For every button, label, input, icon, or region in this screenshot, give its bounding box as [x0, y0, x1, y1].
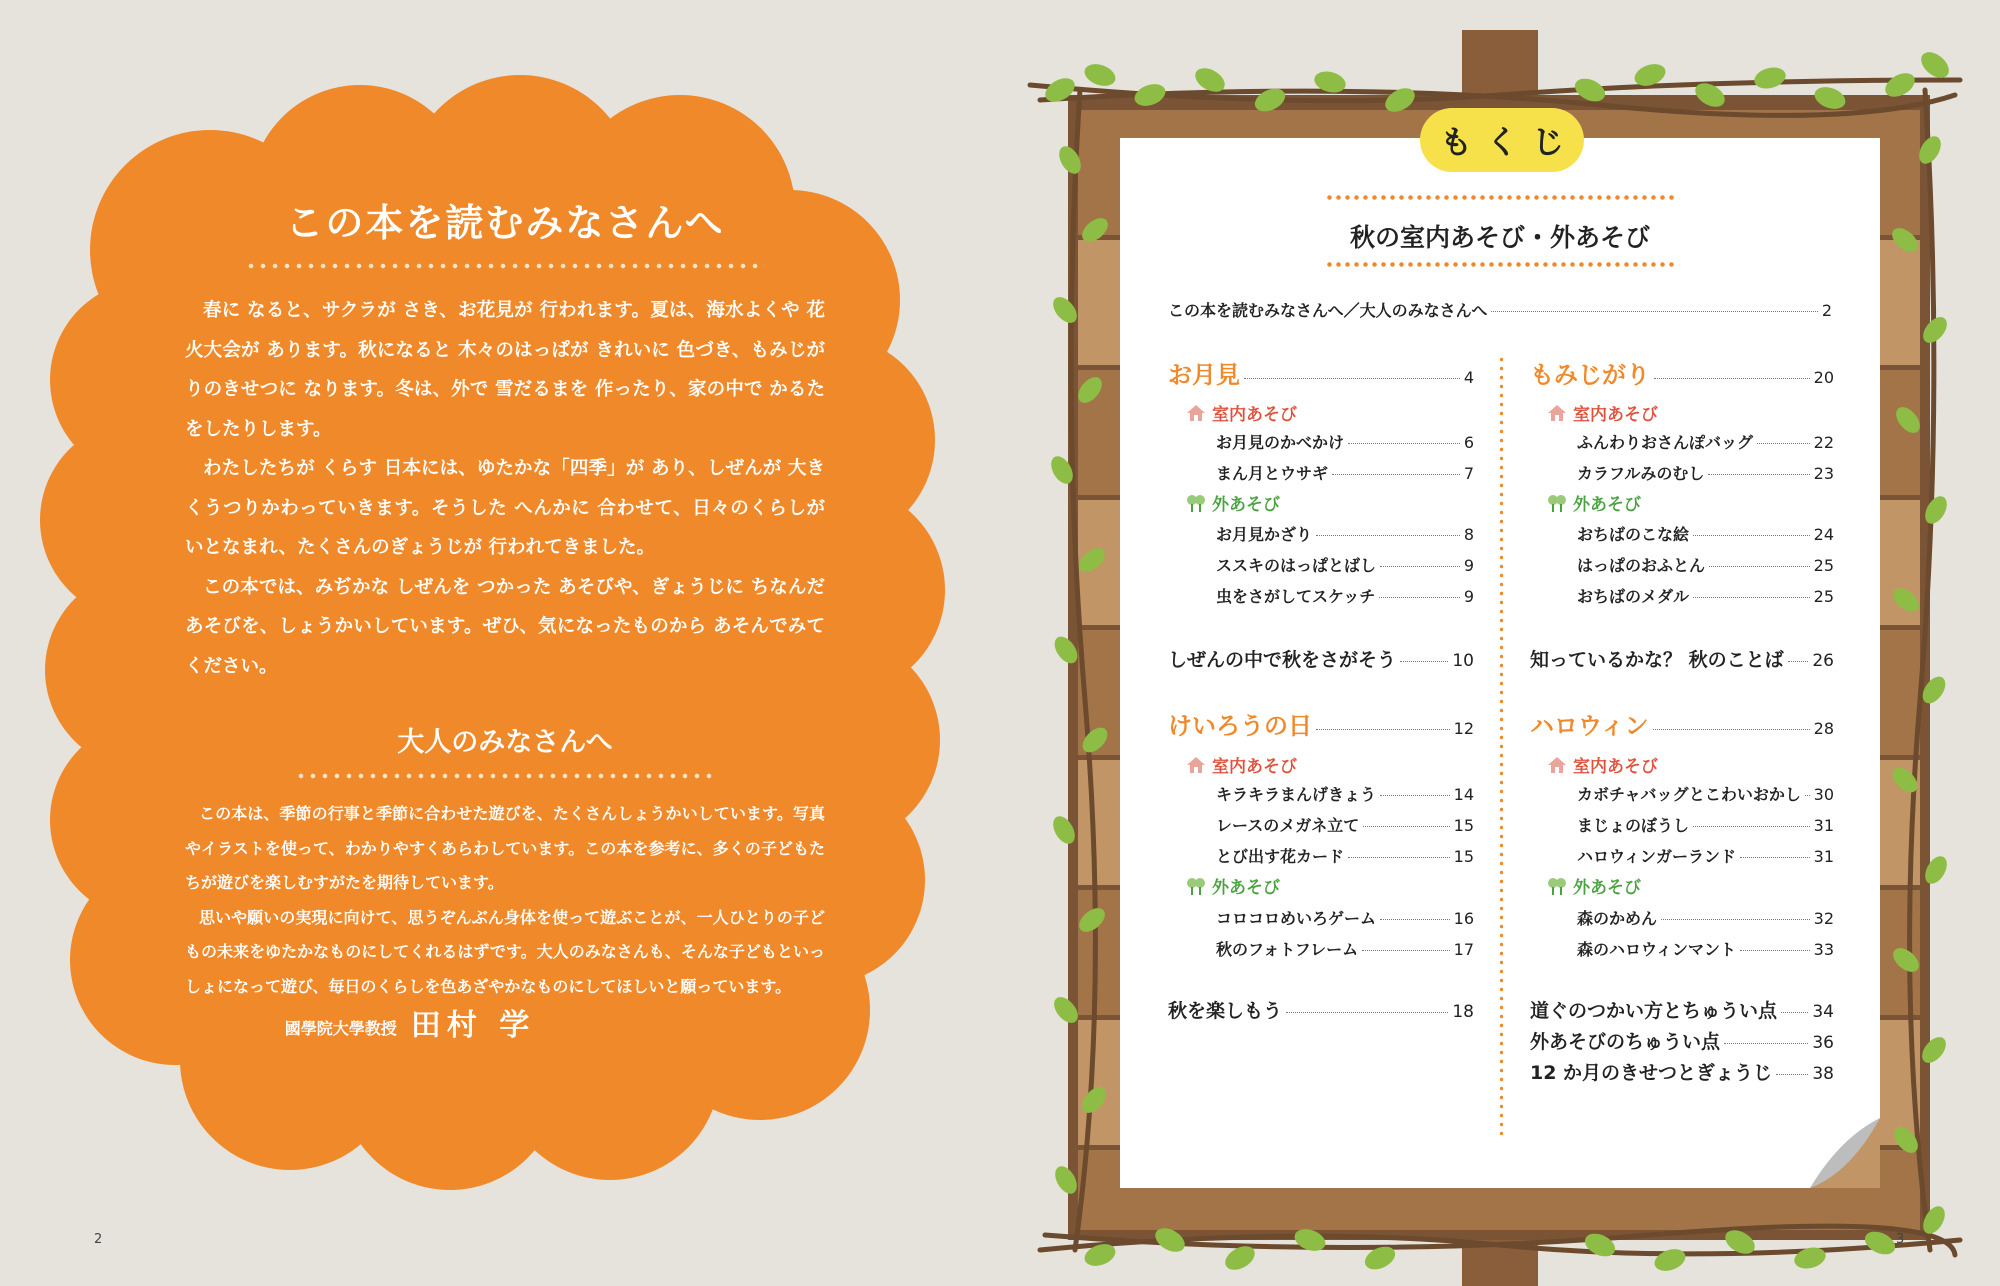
toc-section-label: 知っているかな？ 秋のことば: [1530, 649, 1784, 671]
toc-entry-page: 8: [1463, 525, 1474, 544]
toc-entry-page: 25: [1813, 556, 1834, 575]
dot-leader: [1724, 1043, 1808, 1044]
toc-section-halloween[interactable]: [1530, 706, 1834, 741]
dot-leader: [1788, 661, 1809, 662]
toc-section-shizen[interactable]: [1168, 645, 1474, 672]
toc-entry-page: 33: [1813, 940, 1834, 959]
toc-section-label: ハロウィン: [1530, 712, 1649, 740]
toc-entry-label: 虫をさがしてスケッチ: [1216, 587, 1376, 606]
intro-title: この本を読むみなさんへ: [285, 201, 725, 245]
toc-section-label: 外あそびのちゅうい点: [1530, 1031, 1721, 1053]
dot-leader: [1693, 826, 1810, 827]
adult-title: 大人のみなさんへ: [397, 727, 613, 758]
dot-leader: [1348, 857, 1450, 858]
dot-leader: [1653, 729, 1810, 730]
toc-entry[interactable]: [1216, 937, 1474, 960]
toc-entry[interactable]: [1216, 522, 1474, 545]
dot-leader: [1316, 535, 1460, 536]
toc-entry[interactable]: [1577, 461, 1834, 484]
toc-entry-page: 23: [1813, 464, 1834, 483]
toc-entry[interactable]: [1577, 553, 1834, 576]
house-icon: [1186, 756, 1206, 774]
dot-leader: [1693, 535, 1810, 536]
indoor-label: 室内あそび: [1212, 757, 1297, 777]
toc-entry-page: 31: [1813, 847, 1834, 866]
dot-leader: [1740, 857, 1810, 858]
toc-entry-page: 34: [1812, 1002, 1834, 1022]
toc-entry-page: 4: [1463, 368, 1474, 387]
dot-leader: [1362, 950, 1450, 951]
dot-leader: [1380, 795, 1450, 796]
toc-entry-label: お月見かざり: [1216, 525, 1313, 544]
dot-leader: [1400, 661, 1448, 662]
toc-entry-page: 9: [1463, 587, 1474, 606]
toc-entry-page: 25: [1813, 587, 1834, 606]
outdoor-label: 外あそび: [1212, 495, 1280, 515]
tree-icon: [1186, 877, 1206, 895]
toc-entry-label: 森のハロウィンマント: [1577, 940, 1737, 959]
toc-entry[interactable]: [1577, 813, 1834, 836]
toc-entry-label: カラフルみのむし: [1577, 464, 1705, 483]
toc-entry-page: 10: [1452, 651, 1474, 671]
toc-entry[interactable]: [1577, 430, 1834, 453]
dot-leader: [1379, 597, 1460, 598]
toc-entry[interactable]: [1577, 584, 1834, 607]
toc-entry-label: ススキのはっぱとばし: [1216, 556, 1377, 575]
dot-leader: [1757, 443, 1810, 444]
tree-icon: [1547, 494, 1567, 512]
dot-leader: [1332, 474, 1460, 475]
toc-entry-label: コロコロめいろゲーム: [1216, 909, 1377, 928]
dot-leader: [1380, 919, 1450, 920]
adult-paragraph: この本は、季節の行事と季節に合わせた遊びを、たくさんしょうかいしています。写真やイラストを使って、わかりやすくあらわしています。この本を参考に、多くの子どもたちが遊びを楽しむすがたを期待しています。: [185, 804, 825, 892]
dot-leader: [1776, 1074, 1808, 1075]
outdoor-category: [1186, 490, 1280, 515]
toc-entry-page: 16: [1453, 909, 1474, 928]
toc-entry-page: 22: [1813, 433, 1834, 452]
toc-entry-page: 28: [1813, 719, 1834, 738]
toc-entry[interactable]: [1577, 937, 1834, 960]
author-affiliation: 國學院大學教授: [284, 1019, 397, 1038]
page-number-left: 2: [94, 1232, 103, 1247]
page-curl-corner: [1810, 1118, 1880, 1188]
toc-section-tsukimi[interactable]: [1168, 355, 1474, 390]
intro-paragraph: わたしたちが くらす 日本には、ゆたかな「四季」が あり、しぜんが 大きくうつりかわっていきます。そうした へんかに 合わせて、日々のくらしが いとなまれ、たくさんのぎょうじが 行われてきました。: [185, 458, 825, 558]
toc-entry-page: 17: [1453, 940, 1474, 959]
subtitle-dotted-rule-top: [1325, 195, 1677, 200]
house-icon: [1547, 756, 1567, 774]
toc-badge: もくじ: [1420, 108, 1584, 172]
toc-entry-label: まん月とウサギ: [1216, 464, 1329, 483]
column-divider: [1500, 355, 1503, 1135]
dot-leader: [1654, 378, 1810, 379]
house-icon: [1186, 404, 1206, 422]
toc-section-outdoor-caution[interactable]: [1530, 1027, 1834, 1054]
toc-entry-label: カボチャバッグとこわいおかし: [1577, 785, 1801, 804]
toc-entry[interactable]: [1577, 906, 1834, 929]
toc-entry-label: まじょのぼうし: [1577, 816, 1690, 835]
toc-section-tools[interactable]: [1530, 996, 1834, 1023]
toc-entry-page: 14: [1453, 785, 1474, 804]
toc-entry-label: キラキラまんげきょう: [1216, 785, 1377, 804]
toc-entry[interactable]: [1216, 782, 1474, 805]
dot-leader: [1709, 566, 1810, 567]
house-icon: [1547, 404, 1567, 422]
toc-entry-page: 18: [1452, 1002, 1474, 1022]
toc-subtitle: 秋の室内あそび・外あそび: [1349, 223, 1650, 252]
dot-leader: [1740, 950, 1810, 951]
toc-entry-page: 32: [1813, 909, 1834, 928]
toc-entry-page: 36: [1812, 1033, 1834, 1053]
toc-entry-label: とび出す花カード: [1216, 847, 1345, 866]
adult-paragraph: 思いや願いの実現に向けて、思うぞんぶん身体を使って遊ぶことが、一人ひとりの子どもの未来をゆたかなものにしてくれるはずです。大人のみなさんも、そんな子どもといっしょになって遊び、毎日のくらしを色あざやかなものにしてほしいと願っています。: [185, 907, 825, 996]
toc-entry-label: この本を読むみなさんへ／大人のみなさんへ: [1168, 301, 1488, 320]
toc-entry-page: 9: [1463, 556, 1474, 575]
toc-entry[interactable]: [1216, 844, 1474, 867]
tree-icon: [1186, 494, 1206, 512]
indoor-category: [1547, 752, 1658, 777]
outdoor-category: [1547, 873, 1641, 898]
dot-leader: [1693, 597, 1810, 598]
toc-entry-page: 26: [1812, 651, 1834, 671]
toc-entry-label: おちばのメダル: [1577, 587, 1690, 606]
subtitle-dotted-rule-bottom: [1325, 262, 1677, 267]
toc-section-keirou[interactable]: [1168, 706, 1474, 741]
toc-section-label: もみじがり: [1530, 361, 1650, 389]
toc-entry-page: 2: [1821, 301, 1832, 320]
outdoor-category: [1547, 490, 1641, 515]
toc-entry-page: 15: [1453, 847, 1474, 866]
dot-leader: [1805, 795, 1810, 796]
toc-section-label: けいろうの日: [1168, 712, 1312, 740]
indoor-label: 室内あそび: [1573, 405, 1658, 425]
toc-section-label: 道ぐのつかい方とちゅうい点: [1530, 1000, 1778, 1022]
intro-paragraph: 春に なると、サクラが さき、お花見が 行われます。夏は、海水よくや 花火大会が あります。秋になると 木々のはっぱが きれいに 色づき、もみじがりのきせつに なります。冬は、外で 雪だるまを 作ったり、家の中で かるたをしたりします。: [185, 300, 825, 440]
toc-entry-label: おちばのこな絵: [1577, 525, 1690, 544]
toc-entry-label: ふんわりおさんぽバッグ: [1577, 433, 1754, 452]
toc-entry[interactable]: [1577, 782, 1834, 805]
toc-entry-page: 12: [1453, 719, 1474, 738]
toc-entry[interactable]: [1577, 522, 1834, 545]
dot-leader: [1661, 919, 1810, 920]
indoor-label: 室内あそび: [1212, 405, 1297, 425]
dot-leader: [1348, 443, 1460, 444]
dot-leader: [1491, 311, 1817, 312]
toc-section-label: 12 か月のきせつとぎょうじ: [1530, 1062, 1773, 1084]
indoor-label: 室内あそび: [1573, 757, 1658, 777]
toc-entry[interactable]: [1216, 813, 1474, 836]
toc-entry-page: 15: [1453, 816, 1474, 835]
toc-entry-label: お月見のかべかけ: [1216, 433, 1345, 452]
dot-leader: [1380, 566, 1460, 567]
toc-entry-label: レースのメガネ立て: [1216, 816, 1360, 835]
toc-entry[interactable]: [1577, 844, 1834, 867]
toc-entry-page: 20: [1813, 368, 1834, 387]
toc-entry-label: ハロウィンガーランド: [1577, 847, 1737, 866]
indoor-category: [1186, 752, 1297, 777]
toc-section-tanoshimou[interactable]: [1168, 996, 1474, 1023]
toc-entry-label: 秋のフォトフレーム: [1216, 940, 1359, 959]
toc-entry[interactable]: [1216, 584, 1474, 607]
toc-entry[interactable]: [1216, 430, 1474, 453]
toc-section-momiji[interactable]: [1530, 355, 1834, 390]
toc-section-kotoba[interactable]: [1530, 645, 1834, 672]
toc-entry-page: 6: [1463, 433, 1474, 452]
toc-section-label: しぜんの中で秋をさがそう: [1168, 649, 1397, 671]
toc-entry-page: 30: [1813, 785, 1834, 804]
toc-section-label: お月見: [1168, 361, 1240, 389]
toc-entry[interactable]: [1216, 553, 1474, 576]
toc-entry[interactable]: [1168, 298, 1832, 321]
dot-leader: [1363, 826, 1449, 827]
toc-entry-page: 31: [1813, 816, 1834, 835]
toc-entry-page: 24: [1813, 525, 1834, 544]
tree-icon: [1547, 877, 1567, 895]
outdoor-label: 外あそび: [1212, 878, 1280, 898]
toc-entry[interactable]: [1216, 906, 1474, 929]
intro-paragraph: この本では、みぢかな しぜんを つかった あそびや、ぎょうじに ちなんだ あそびを、しょうかいしています。ぜひ、気になったものから あそんでみてください。: [185, 576, 825, 677]
author-name: 田村 学: [410, 1008, 536, 1043]
dot-leader: [1286, 1012, 1448, 1013]
toc-entry[interactable]: [1216, 461, 1474, 484]
outdoor-label: 外あそび: [1573, 878, 1641, 898]
dot-leader: [1316, 729, 1450, 730]
dot-leader: [1244, 378, 1460, 379]
toc-section-label: 秋を楽しもう: [1168, 1000, 1283, 1022]
dot-leader: [1781, 1012, 1808, 1013]
indoor-category: [1547, 400, 1658, 425]
toc-entry-page: 38: [1812, 1064, 1834, 1084]
indoor-category: [1186, 400, 1297, 425]
outdoor-label: 外あそび: [1573, 495, 1641, 515]
toc-entry-label: はっぱのおふとん: [1577, 556, 1706, 575]
page-number-right: 3: [1896, 1232, 1905, 1247]
toc-section-seasons[interactable]: [1530, 1058, 1834, 1085]
toc-entry-page: 7: [1463, 464, 1474, 483]
outdoor-category: [1186, 873, 1280, 898]
dot-leader: [1708, 474, 1809, 475]
toc-entry-label: 森のかめん: [1577, 909, 1658, 928]
